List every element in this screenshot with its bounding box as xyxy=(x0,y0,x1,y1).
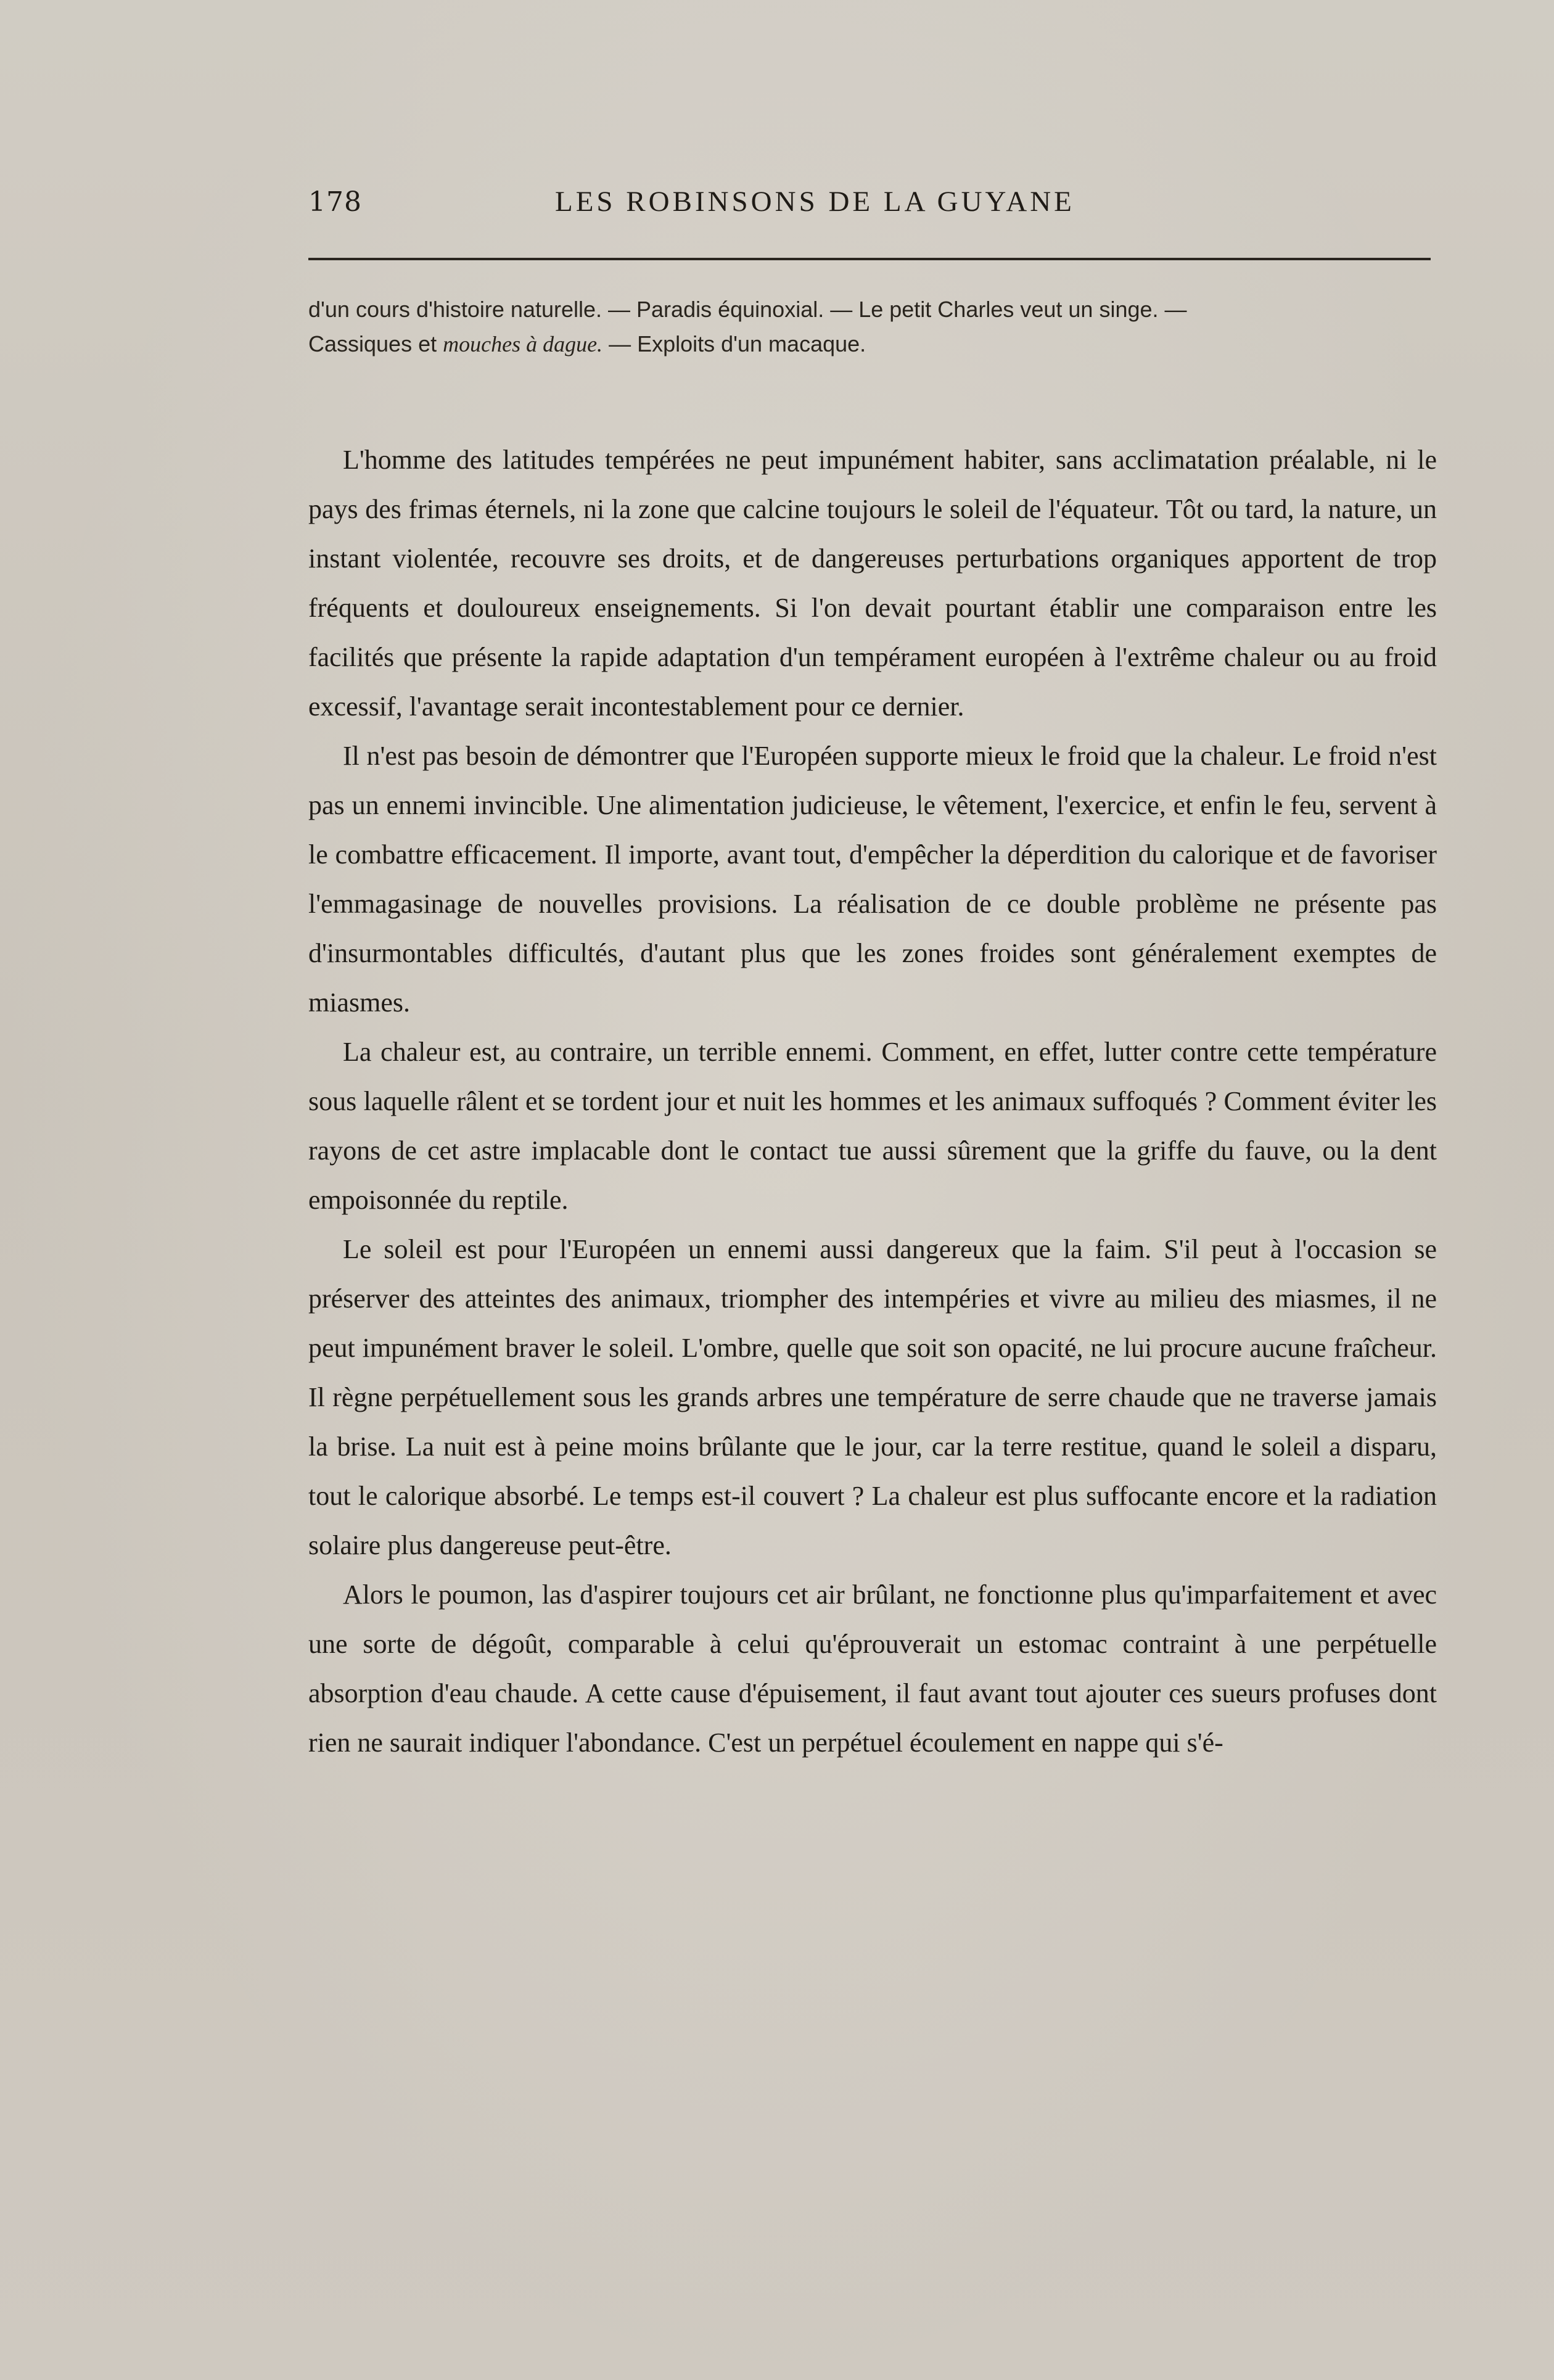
summary-line-2 xyxy=(308,327,1437,361)
page-header xyxy=(308,185,1437,247)
summary-line-2-start: Cassiques et xyxy=(308,331,443,356)
running-title: LES ROBINSONS DE LA GUYANE xyxy=(555,186,1075,218)
paragraph-5: Alors le poumon, las d'aspirer toujours cet air brûlant, ne fonctionne plus qu'imparfaitement et avec une sorte de dégoût, comparable à celui qu'éprouverait un estomac contraint à une perpétuelle absorption d'eau chaude. A cette cause d'épuisement, il faut avant tout ajouter ces sueurs profuses dont rien ne saurait indiquer l'abondance. C'est un perpétuel écoulement en nappe qui s'é- xyxy=(308,1579,1437,1758)
summary-italic-term: mouches à dague. xyxy=(443,332,603,356)
paragraph-3: La chaleur est, au contraire, un terrible ennemi. Comment, en effet, lutter contre cette température sous laquelle râlent et se tordent jour et nuit les hommes et les animaux suffoqués ? Comment éviter les rayons de cet astre implacable dont le contact tue aussi sûrement que la griffe du fauve, ou la dent empoisonnée du reptile. xyxy=(308,1037,1437,1215)
chapter-summary xyxy=(308,292,1437,361)
summary-line-2-end: — Exploits d'un macaque. xyxy=(602,331,866,356)
header-rule xyxy=(308,258,1431,260)
paragraph-1: L'homme des latitudes tempérées ne peut impunément habiter, sans acclimatation préalable, ni le pays des frimas éternels, ni la zone que calcine toujours le soleil de l'équateur. Tôt ou tard, la nature, un instant violentée, recouvre ses droits, et de dangereuses perturbations organiques apportent de trop fréquents et douloureux enseignements. Si l'on devait pourtant établir une comparaison entre les facilités que présente la rapide adaptation d'un tempérament européen à l'extrême chaleur ou au froid excessif, l'avantage serait incontestablement pour ce dernier. xyxy=(308,445,1437,722)
body-text xyxy=(308,435,1437,1768)
paragraph-4: Le soleil est pour l'Européen un ennemi aussi dangereux que la faim. S'il peut à l'occasion se préserver des atteintes des animaux, triompher des intempéries et vivre au milieu des miasmes, il ne peut impunément braver le soleil. L'ombre, quelle que soit son opacité, ne lui procure aucune fraîcheur. Il règne perpétuellement sous les grands arbres une température de serre chaude que ne traverse jamais la brise. La nuit est à peine moins brûlante que le jour, car la terre restitue, quand le soleil a disparu, tout le calorique absorbé. Le temps est-il couvert ? La chaleur est plus suffocante encore et la radiation solaire plus dangereuse peut-être. xyxy=(308,1234,1437,1560)
page-number: 178 xyxy=(308,186,362,218)
summary-line-1: d'un cours d'histoire naturelle. — Paradis équinoxial. — Le petit Charles veut un singe. — xyxy=(308,297,1187,322)
page-content xyxy=(308,185,1437,1768)
paragraph-2: Il n'est pas besoin de démontrer que l'Européen supporte mieux le froid que la chaleur. Le froid n'est pas un ennemi invincible. Une alimentation judicieuse, le vêtement, l'exercice, et enfin le feu, servent à le combattre efficacement. Il importe, avant tout, d'empêcher la déperdition du calorique et de favoriser l'emmagasinage de nouvelles provisions. La réalisation de ce double problème ne présente pas d'insurmontables difficultés, d'autant plus que les zones froides sont généralement exemptes de miasmes. xyxy=(308,741,1437,1018)
